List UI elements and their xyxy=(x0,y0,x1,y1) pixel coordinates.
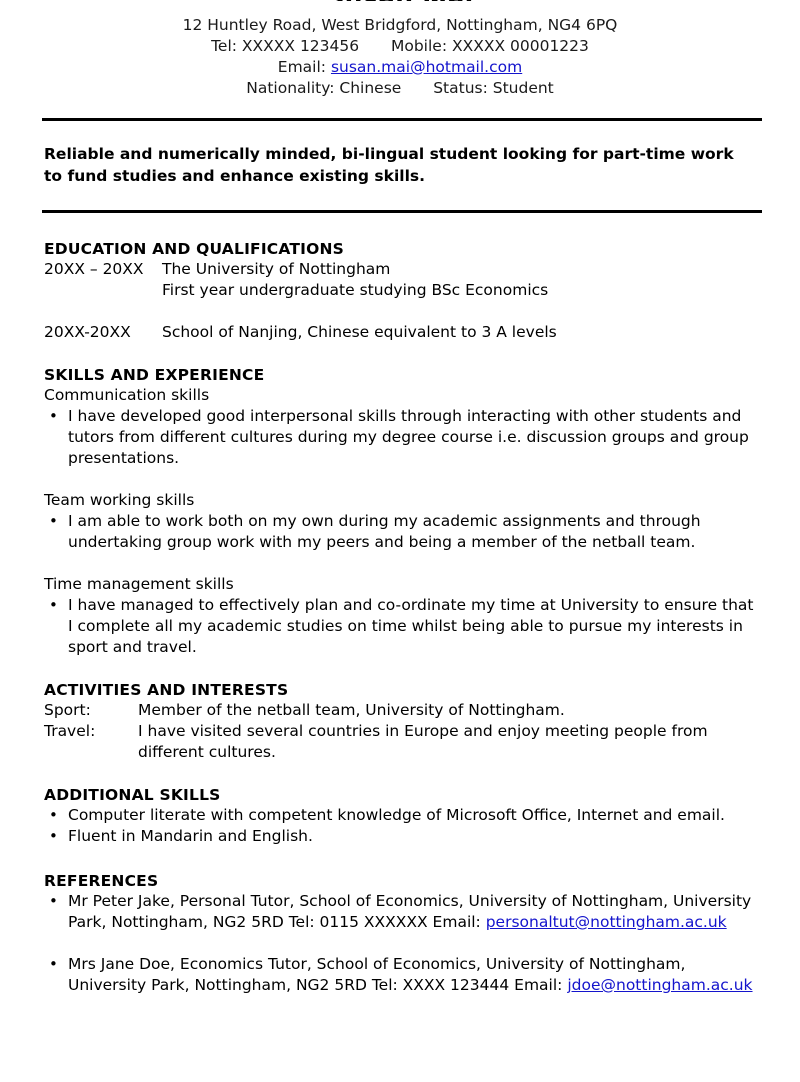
profile-statement: Reliable and numerically minded, bi-lingual student looking for part-time work to fund studies and enhance existing skills. xyxy=(44,145,734,185)
references-list xyxy=(44,891,760,996)
candidate-name xyxy=(40,0,760,1)
activity-row xyxy=(44,700,760,721)
reference-text: Mrs Jane Doe, Economics Tutor, School of Economics, University of Nottingham, University Park, Nottingham, NG2 5RD Tel: XXXX 123444 Email: xyxy=(68,955,686,994)
section-references xyxy=(44,871,760,996)
skill-bullet-list xyxy=(44,511,760,553)
education-dates: 20XX-20XX xyxy=(44,323,131,341)
section-heading-references: REFERENCES xyxy=(44,872,159,890)
reference-email-link[interactable]: personaltut@nottingham.ac.uk xyxy=(485,913,727,931)
nationality-status-line xyxy=(40,78,760,99)
list-item: • Computer literate with competent knowledge of Microsoft Office, Internet and email. xyxy=(44,805,760,826)
list-item: • I have developed good interpersonal skills through interacting with other students and tutors from different cultures during my degree course i.e. discussion groups and group presentations. xyxy=(44,406,760,469)
email-link[interactable]: susan.mai@hotmail.com xyxy=(330,58,523,76)
additional-skills-list xyxy=(44,805,760,847)
education-institution: School of Nanjing, Chinese equivalent to 3 A levels xyxy=(162,323,557,341)
section-additional-skills xyxy=(44,785,760,847)
section-skills-experience xyxy=(44,365,760,658)
activity-row xyxy=(44,721,760,763)
education-detail: First year undergraduate studying BSc Economics xyxy=(162,281,549,299)
status-text: Status: Student xyxy=(433,79,554,97)
divider-top xyxy=(42,118,762,121)
activity-text: Member of the netball team, University of Nottingham. xyxy=(138,701,565,719)
section-heading-activities: ACTIVITIES AND INTERESTS xyxy=(44,681,289,699)
list-item: • Fluent in Mandarin and English. xyxy=(44,826,760,847)
education-spacer xyxy=(44,301,760,322)
education-institution: The University of Nottingham xyxy=(162,260,391,278)
section-heading-additional-skills: ADDITIONAL SKILLS xyxy=(44,786,221,804)
activity-text: I have visited several countries in Europe and enjoy meeting people from different cultures. xyxy=(138,722,708,761)
education-entry-row xyxy=(44,259,760,280)
section-heading-education: EDUCATION AND QUALIFICATIONS xyxy=(44,240,345,258)
mobile-number: Mobile: XXXXX 00001223 xyxy=(390,37,589,55)
skill-bullet-list xyxy=(44,406,760,469)
list-item: • I am able to work both on my own during my academic assignments and through undertaking group work with my peers and being a member of the netball team. xyxy=(44,511,760,553)
phone-line xyxy=(40,36,760,57)
nationality-text: Nationality: Chinese xyxy=(246,79,402,97)
email-line xyxy=(40,57,760,78)
section-activities-interests xyxy=(44,680,760,763)
divider-below-profile xyxy=(42,210,762,213)
reference-text: Mr Peter Jake, Personal Tutor, School of Economics, University of Nottingham, University Park, Nottingham, NG2 5RD Tel: 0115 XXXXXX Email: xyxy=(68,892,752,931)
address-line: 12 Huntley Road, West Bridgford, Nottingham, NG4 6PQ xyxy=(182,16,618,34)
list-item: • I have managed to effectively plan and co-ordinate my time at University to ensure that I complete all my academic studies on time whilst being able to pursue my interests in sport and travel. xyxy=(44,595,760,658)
telephone-number: Tel: XXXXX 123456 xyxy=(211,37,360,55)
email-label: Email: xyxy=(277,58,327,76)
skill-group-title: Time management skills xyxy=(44,575,234,593)
list-item xyxy=(44,891,760,933)
education-dates: 20XX – 20XX xyxy=(44,260,144,278)
section-education xyxy=(44,239,760,343)
activity-label: Travel: xyxy=(44,722,96,740)
reference-email-link[interactable]: jdoe@nottingham.ac.uk xyxy=(567,976,753,994)
section-heading-skills: SKILLS AND EXPERIENCE xyxy=(44,366,265,384)
skill-group-title: Communication skills xyxy=(44,386,210,404)
skill-bullet-list xyxy=(44,595,760,658)
activity-label: Sport: xyxy=(44,701,91,719)
education-entry-row xyxy=(44,322,760,343)
skill-group-title: Team working skills xyxy=(44,491,195,509)
resume-header xyxy=(40,0,760,99)
list-item xyxy=(44,954,760,996)
